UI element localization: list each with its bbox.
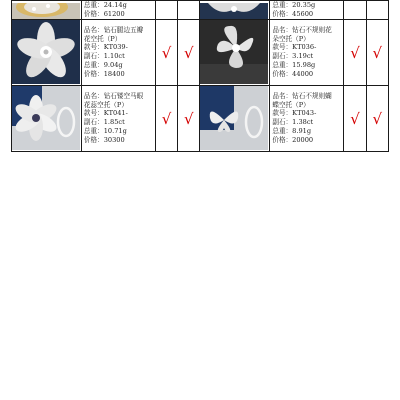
product-name: 花空托（P） [83, 34, 122, 43]
check-cell [178, 85, 200, 151]
product-price: 价格：18400 [83, 69, 125, 78]
jewelry-catalog-table [11, 0, 389, 152]
product-model: 款号：KT041- [83, 109, 128, 118]
check-cell [366, 19, 388, 85]
product-photo-cell [12, 19, 82, 85]
check-mark: √ [184, 43, 194, 62]
table-row [12, 1, 389, 20]
product-info-cell [270, 85, 344, 151]
product-side-stone: 副石：1.38ct [272, 118, 314, 127]
product-photo-cell [200, 19, 270, 85]
check-cell [366, 85, 388, 151]
product-price: 价格：45600 [272, 9, 314, 18]
product-name: 品名：钻石不规则花 [272, 25, 332, 34]
check-cell [178, 1, 200, 20]
product-name: 品名：钻石不规则蝴 [272, 91, 332, 100]
check-cell [178, 19, 200, 85]
product-weight: 总重：24.14g [83, 1, 127, 9]
product-weight: 总重：10.71g [83, 126, 127, 135]
check-mark: √ [372, 109, 383, 128]
product-info-cell [270, 1, 344, 20]
product-price: 价格：20000 [272, 135, 314, 144]
product-side-stone: 副石：3.19ct [272, 52, 314, 61]
product-info-cell [81, 19, 155, 85]
table-row [12, 19, 389, 85]
product-side-stone: 副石：1.85ct [83, 118, 125, 127]
product-weight: 总重：8.91g [272, 126, 312, 135]
product-weight: 总重：9.04g [83, 60, 123, 69]
check-cell [155, 1, 177, 20]
check-cell [155, 19, 177, 85]
check-cell [155, 85, 177, 151]
check-cell [344, 1, 366, 20]
butterfly-ring-photo [200, 86, 268, 150]
table-row [12, 85, 389, 151]
product-price: 价格：61200 [83, 9, 125, 18]
product-info-cell [81, 85, 155, 151]
check-cell [366, 1, 388, 20]
product-name: 蝶空托（P） [272, 100, 310, 109]
product-photo-cell [12, 1, 82, 20]
product-name: 品名：钻石镂空马眼 [83, 91, 144, 100]
product-model: 款号：KT039- [83, 43, 128, 52]
product-price: 价格：44000 [272, 69, 314, 78]
product-price: 价格：30300 [83, 135, 125, 144]
check-mark: √ [184, 109, 194, 128]
product-photo-cell [200, 1, 270, 20]
product-name: 品名：钻石腿边五瓣 [83, 25, 144, 34]
product-info-cell [270, 19, 344, 85]
flower-ring-photo [200, 20, 268, 84]
check-mark: √ [161, 109, 172, 128]
check-mark: √ [161, 43, 172, 62]
product-photo [12, 3, 80, 19]
check-mark: √ [350, 109, 360, 128]
product-photo-cell [200, 85, 270, 151]
product-model: 款号：KT043- [272, 109, 317, 118]
product-name: 花蕊空托（P） [83, 100, 128, 109]
product-name: 朵空托（P） [272, 34, 310, 43]
product-model: 款号：KT036- [272, 43, 317, 52]
product-side-stone: 副石：1.10ct [83, 52, 125, 61]
flower-ring-photo [12, 86, 80, 150]
check-mark: √ [372, 43, 383, 62]
product-weight: 总重：20.35g [272, 1, 316, 9]
product-info-cell [81, 1, 155, 20]
check-cell [344, 19, 366, 85]
product-photo-cell [12, 85, 82, 151]
flower-ring-photo [12, 20, 80, 84]
product-photo [200, 3, 268, 19]
check-mark: √ [350, 43, 360, 62]
check-cell [344, 85, 366, 151]
product-weight: 总重：15.98g [272, 60, 316, 69]
